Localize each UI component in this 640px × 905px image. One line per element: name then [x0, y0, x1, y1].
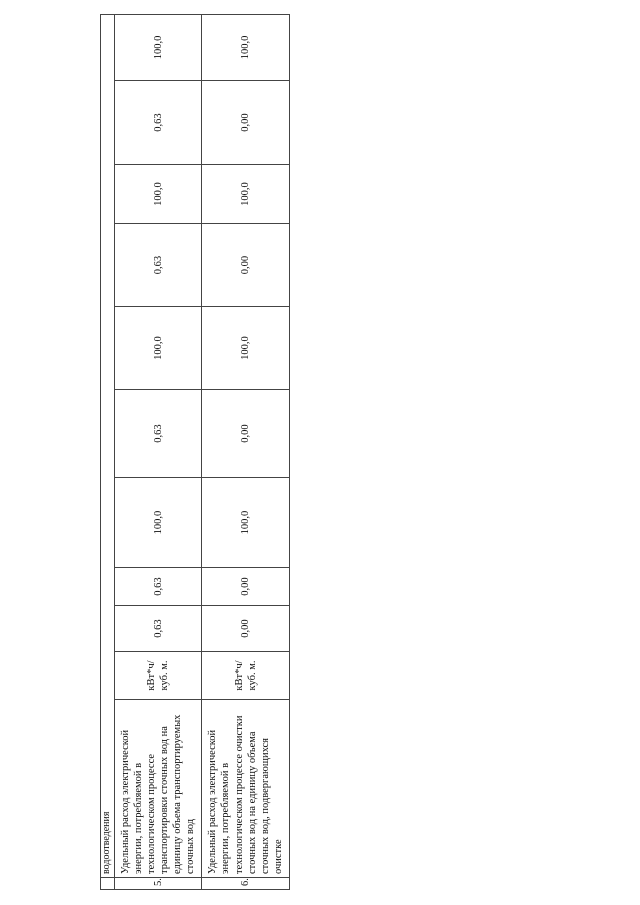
- value-cell: 0,00: [202, 390, 290, 478]
- value-cell: 0,00: [202, 224, 290, 307]
- value-cell: 100,0: [114, 14, 202, 80]
- value-cell: 0,63: [114, 224, 202, 307]
- value-cell: 0,00: [202, 568, 290, 606]
- table-row: [114, 14, 202, 889]
- unit-cell: кВт*ч/ куб. м.: [202, 652, 290, 700]
- row-number: 6.: [202, 878, 290, 890]
- indicator-name: Удельный расход электрической энергии, потребляемой в технологическом процессе транспортировки сточных вод на единицу объема транспортируемых сточных вод: [114, 700, 202, 878]
- value-cell: 0,00: [202, 81, 290, 165]
- value-cell: 0,63: [114, 568, 202, 606]
- value-cell: 100,0: [202, 14, 290, 80]
- value-cell: 100,0: [114, 165, 202, 224]
- indicators-table: [100, 14, 290, 890]
- value-cell: 100,0: [202, 478, 290, 568]
- value-cell: 0,63: [114, 390, 202, 478]
- unit-cell: кВт*ч/ куб. м.: [114, 652, 202, 700]
- section-title: водоотведения: [101, 14, 115, 877]
- value-cell: 100,0: [114, 478, 202, 568]
- table-row: [202, 14, 290, 889]
- section-num-cell: [101, 878, 115, 890]
- value-cell: 0,00: [202, 606, 290, 652]
- value-cell: 0,63: [114, 606, 202, 652]
- value-cell: 0,63: [114, 81, 202, 165]
- row-number: 5.: [114, 878, 202, 890]
- indicator-name: Удельный расход электрической энергии, потребляемой в технологическом процессе очистки сточных вод на единицу объема сточных вод, подвергающихся очистке: [202, 700, 290, 878]
- value-cell: 100,0: [202, 307, 290, 390]
- rotated-table-wrapper: [100, 15, 290, 890]
- value-cell: 100,0: [114, 307, 202, 390]
- section-header-row: [101, 14, 115, 889]
- value-cell: 100,0: [202, 165, 290, 224]
